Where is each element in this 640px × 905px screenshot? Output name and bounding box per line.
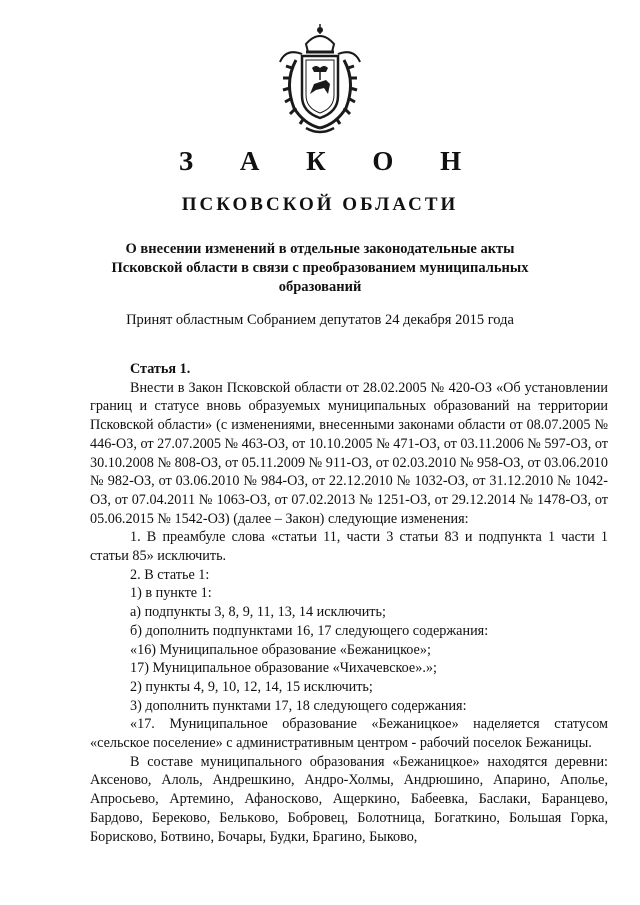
paragraph: 3) дополнить пунктами 17, 18 следующего содержания: xyxy=(130,697,467,714)
paragraph: 1) в пункте 1: xyxy=(130,585,212,602)
paragraph: «16) Муниципальное образование «Бежаницкое»; xyxy=(130,641,431,658)
adoption-note: Принят областным Собранием депутатов 24 декабря 2015 года xyxy=(126,312,514,328)
paragraph: «17. Муниципальное образование «Бежаницкое» наделяется статусом «сельское поселение» с административным центром - рабочий поселок Бежаницы. xyxy=(90,716,608,752)
paragraph: 2. В статье 1: xyxy=(130,566,210,583)
paragraph: 17) Муниципальное образование «Чихачевское».»; xyxy=(130,660,437,677)
paragraph: Внести в Закон Псковской области от 28.02.2005 № 420-ОЗ «Об установлении границ и статусе вновь образуемых муниципальных образований на территории Псковской области» (с изменениями, внесенными законами области от 08.07.2005 № 446-ОЗ, от 27.07.2005 № 463-ОЗ, от 10.10.2005 № 471-ОЗ, от 03.11.2006 № 597-ОЗ, от 30.10.2008 № 808-ОЗ, от 05.11.2009 № 911-ОЗ, от 02.03.2010 № 958-ОЗ, от 03.06.2010 № 982-ОЗ, от 03.06.2010 № 984-ОЗ, от 22.12.2010 № 1032-ОЗ, от 31.12.2010 № 1042-ОЗ, от 07.04.2011 № 1063-ОЗ, от 07.02.2013 № 1251-ОЗ, от 29.12.2014 № 1478-ОЗ, от 05.06.2015 № 1542-ОЗ) (далее – Закон) следующие изменения: xyxy=(90,379,608,527)
document-title: З А К О Н xyxy=(178,146,482,176)
article-title: Статья 1. xyxy=(130,361,191,377)
paragraph: б) дополнить подпунктами 16, 17 следующего содержания: xyxy=(130,622,489,639)
paragraph: а) подпункты 3, 8, 9, 11, 13, 14 исключить; xyxy=(130,604,386,621)
paragraph: В составе муниципального образования «Бежаницкое» находятся деревни: Аксеново, Алоль, Андрешкино, Андро-Холмы, Андрюшино, Апарино, Аполье, Апросьево, Артемино, Афаноскoво, Ащеркино, Бабеевка, Баслаки, Баранцево, Бардово, Береково, Белькoво, Бобровец, Болотница, Богаткино, Большая Горка, Борисково, Ботвино, Бочары, Будки, Брагино, Быково, xyxy=(90,753,608,845)
document-heading: О внесении изменений в отдельные законодательные акты Псковской области в связи с преобразованием муниципальных образований xyxy=(111,241,529,295)
document-body xyxy=(90,360,608,846)
document-subtitle: ПСКОВСКОЙ ОБЛАСТИ xyxy=(181,194,459,215)
paragraph: 1. В преамбуле слова «статьи 11, части 3 статьи 83 и подпункта 1 части 1 статьи 85» исключить. xyxy=(90,529,608,565)
paragraph: 2) пункты 4, 9, 10, 12, 14, 15 исключить; xyxy=(130,678,373,695)
pskov-coat-of-arms-icon xyxy=(272,22,368,140)
